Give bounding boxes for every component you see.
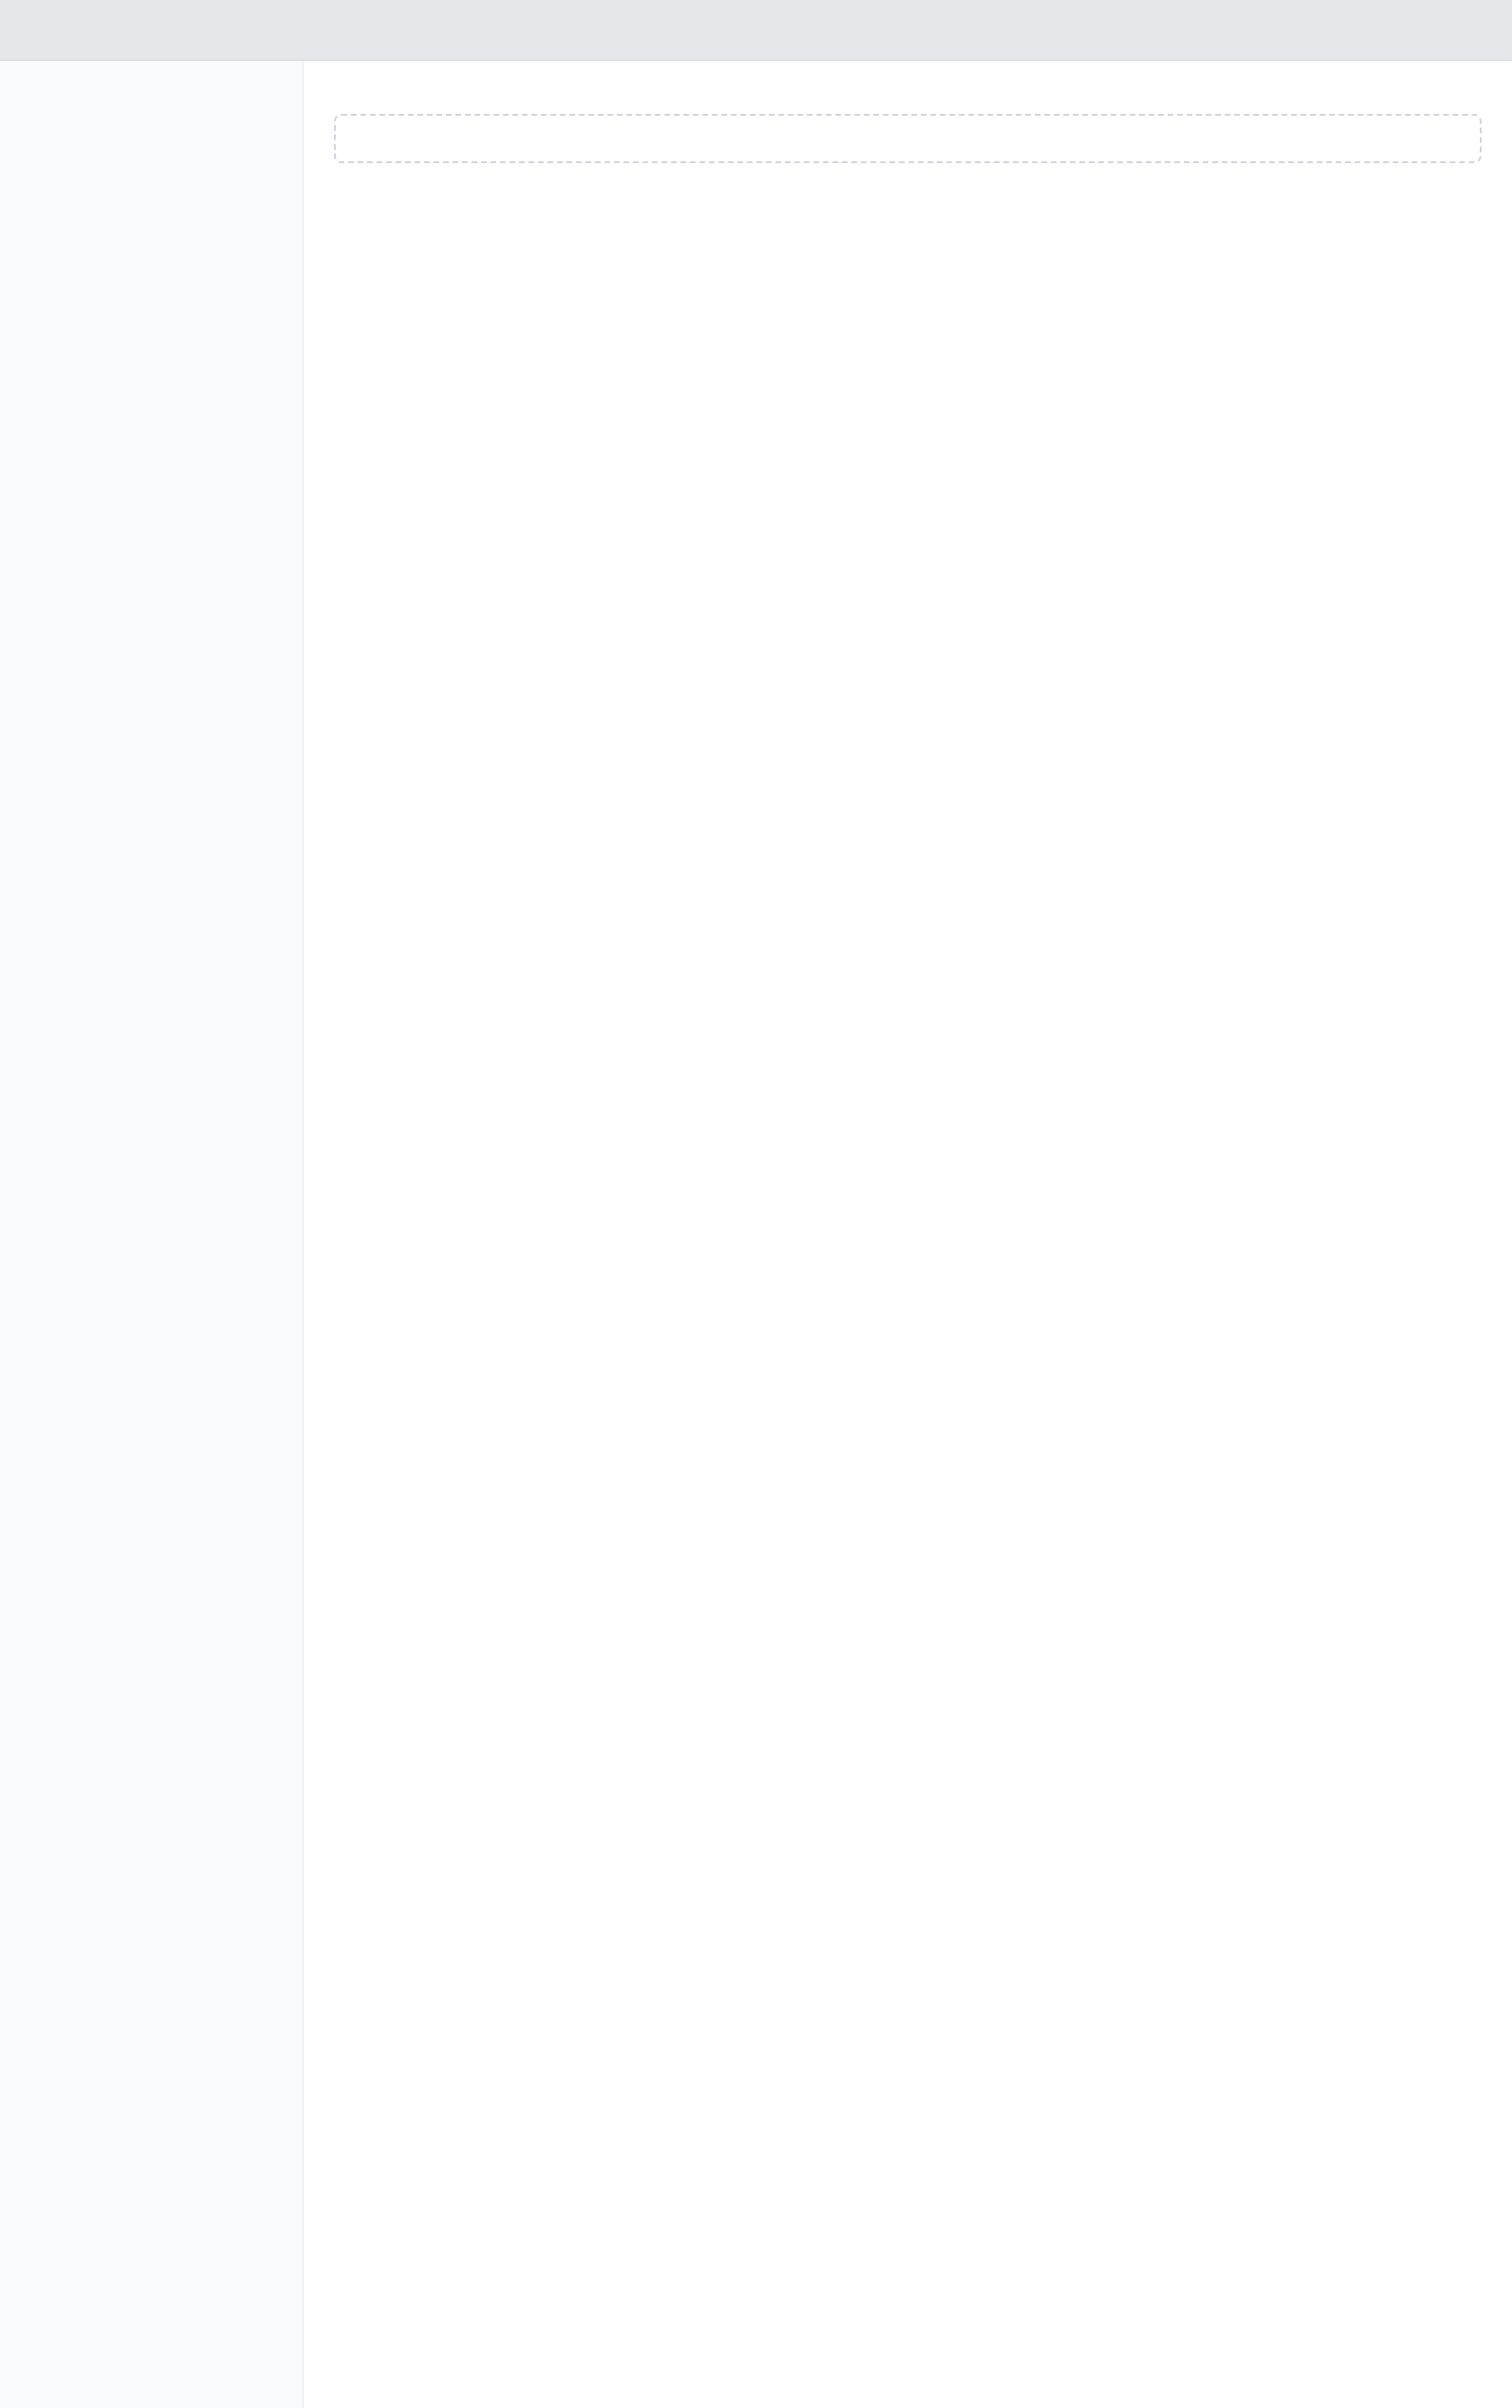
- content-placeholder: [334, 114, 1482, 163]
- title-bar: [0, 0, 1512, 61]
- window-body: [0, 61, 1512, 2408]
- sidebar: [0, 61, 304, 2408]
- main-content: [304, 61, 1512, 2408]
